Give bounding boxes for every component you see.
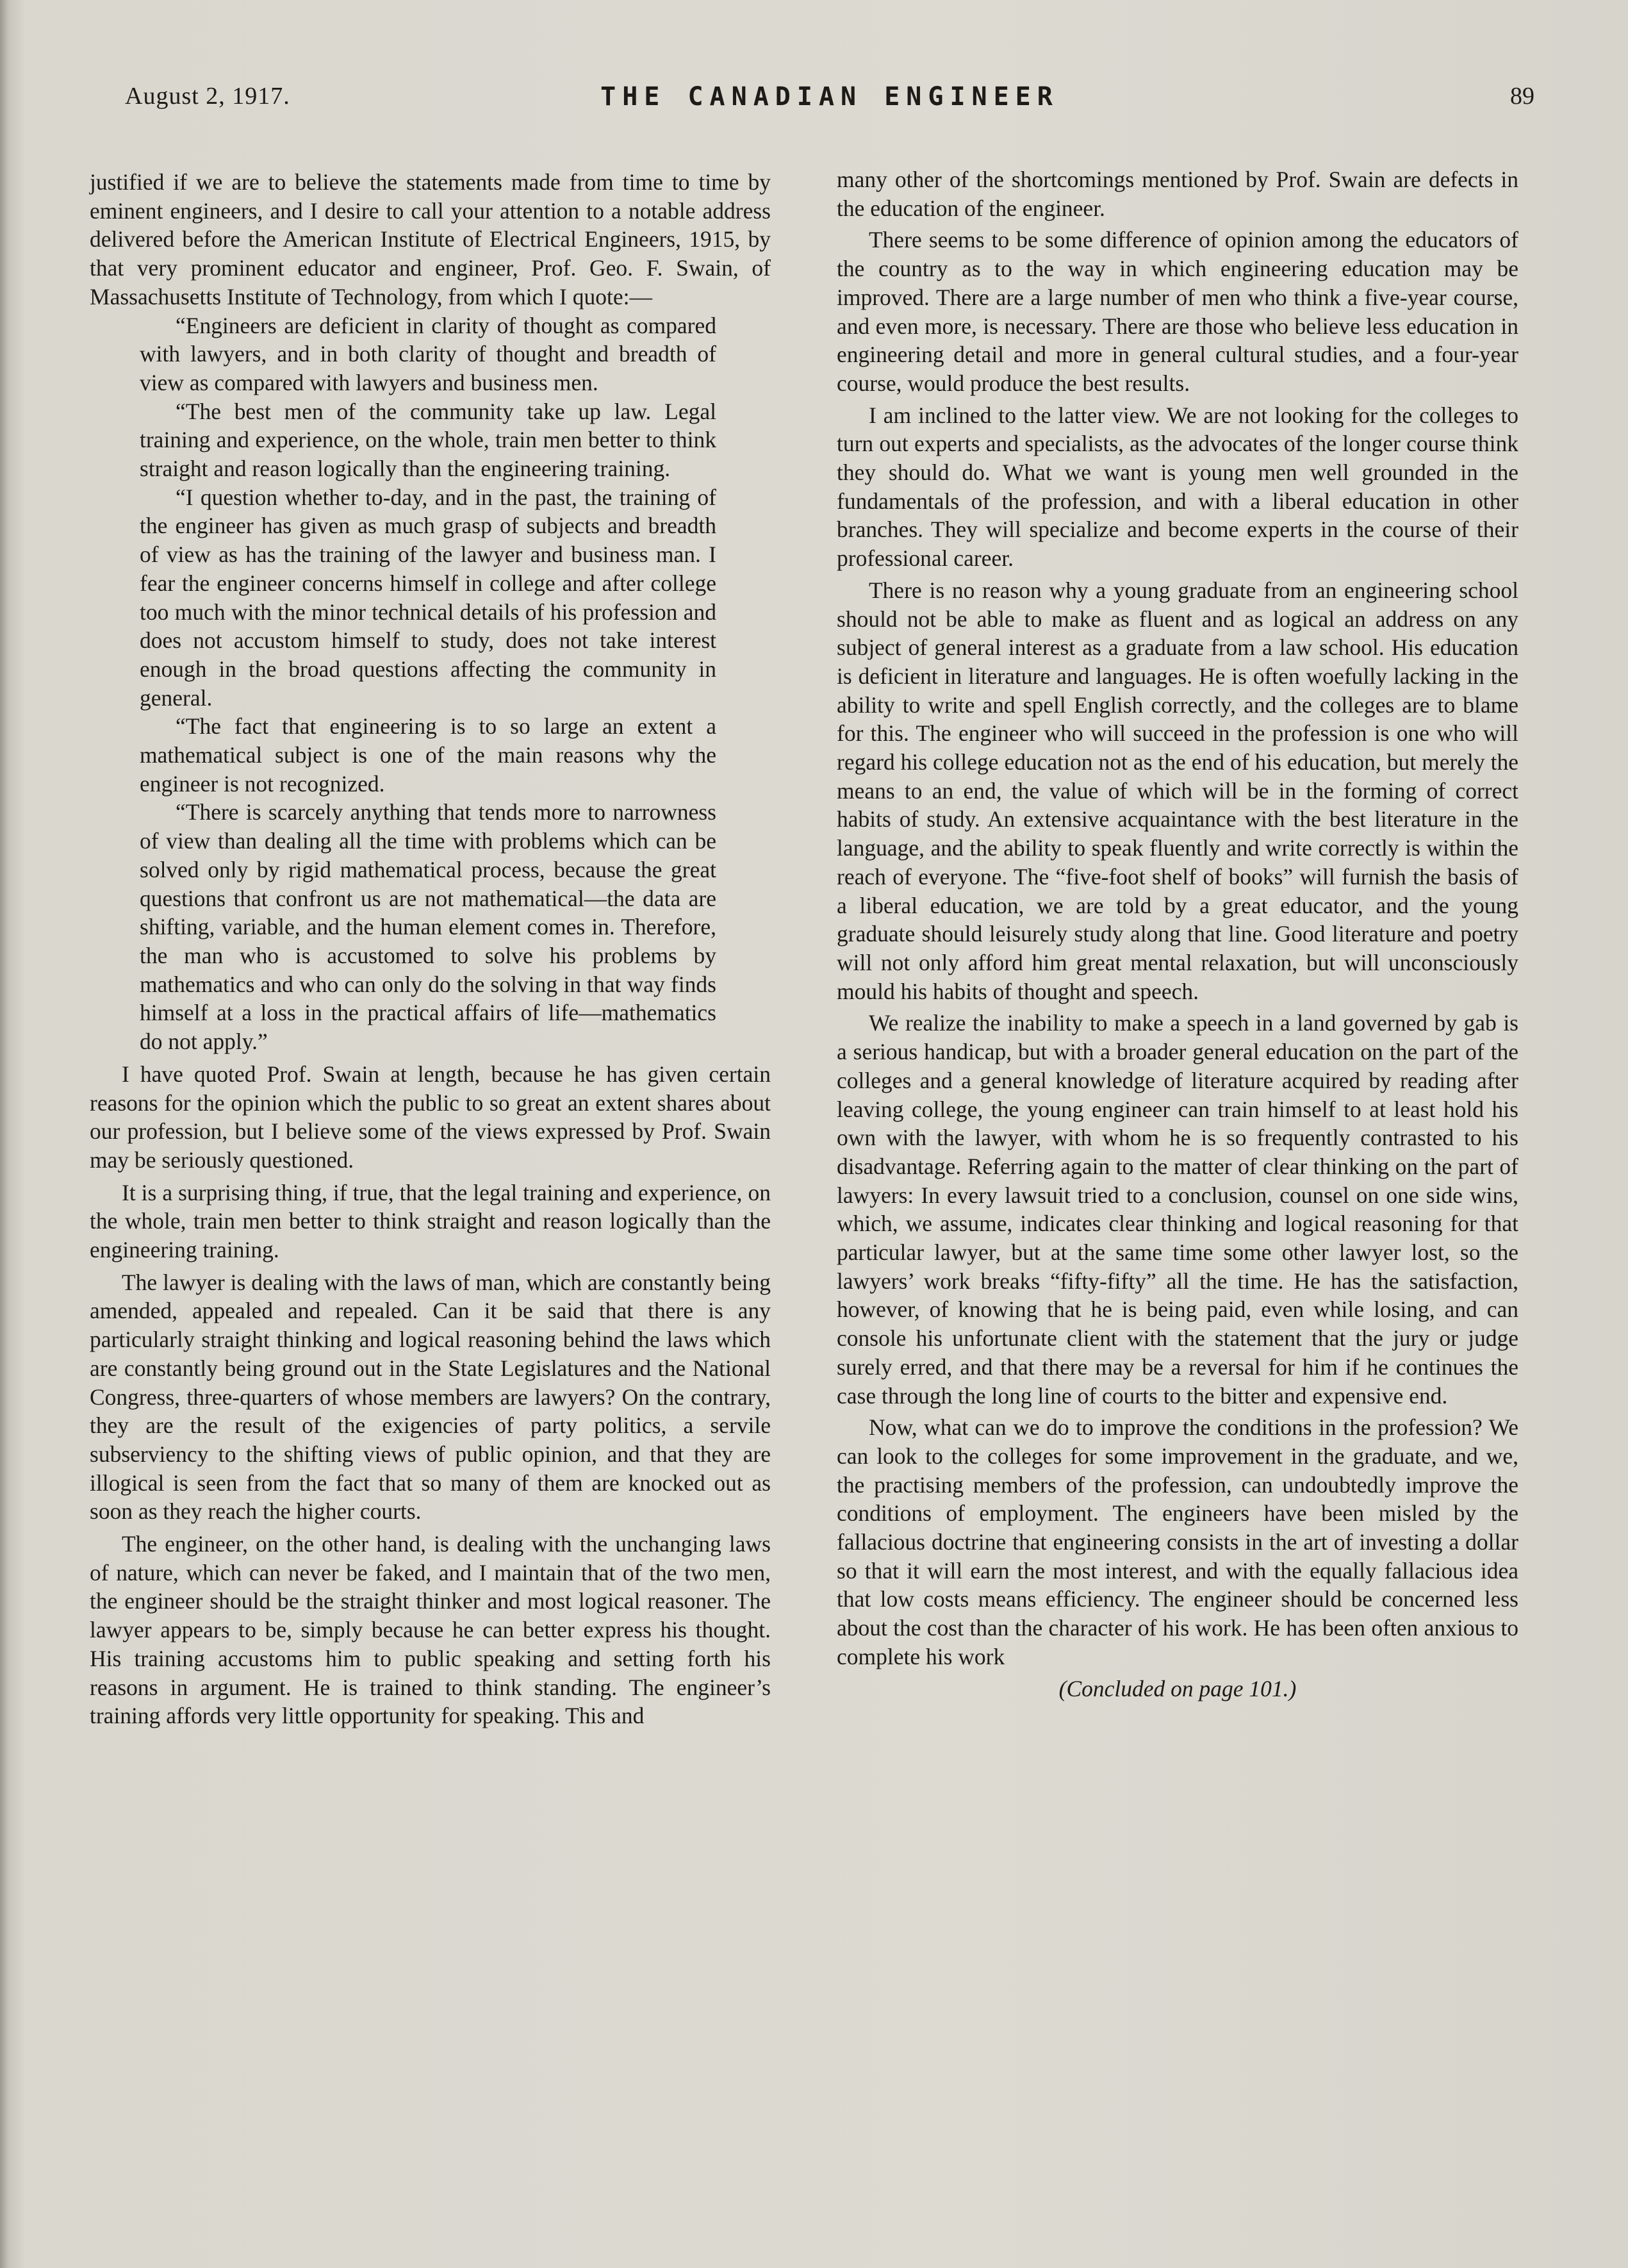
continuation-note: (Concluded on page 101.): [1058, 1675, 1297, 1701]
quote-paragraph: “Engineers are deficient in clarity of thought as compared with lawyers, and in both clarity of thought and breadth of view as compared with lawyers and business men.: [140, 312, 716, 395]
paragraph: There seems to be some difference of opinion among the educators of the country as to the way in which engineering education may be improved. There are a large number of men who think a five-year course, and even more, is necessary. There are those who believe less education in engineering detail and more in general cultural studies, and a four-year course, would produce the best results.: [837, 227, 1518, 396]
left-column: [90, 168, 771, 1730]
paragraph: We realize the inability to make a speech in a land governed by gab is a serious handicap, but with a broader general education on the part of the colleges and a general knowledge of literature acquired by reading after leaving college, the young engineer can train himself to at least hold his own with the lawyer, with whom he is so frequently contrasted to his disadvantage. Referring again to the matter of clear thinking on the part of lawyers: In every lawsuit tried to a conclusion, counsel on one side wins, which, we assume, indicates clear thinking and logical reasoning for that particular lawyer, but at the same time some other lawyer lost, so the lawyers’ work breaks “fifty-fifty” all the time. He has the satisfaction, however, of knowing that he is being paid, even while losing, and can console his unfortunate client with the statement that the jury or judge surely erred, and that there may be a reversal for him if he continues the case through the long line of courts to the bitter and expensive end.: [837, 1010, 1518, 1409]
quote-paragraph: “The fact that engineering is to so large an extent a mathematical subject is one of the main reasons why the engineer is not recognized.: [140, 713, 716, 797]
issue-date: August 2, 1917.: [125, 83, 290, 110]
paragraph: justified if we are to believe the statements made from time to time by eminent engineers, and I desire to call your attention to a notable address delivered before the American Institute of Electrical Engineers, 1915, by that very prominent educator and engineer, Prof. Geo. F. Swain, of Massachusetts Institute of Technology, from which I quote:—: [90, 169, 771, 310]
paragraph: The engineer, on the other hand, is dealing with the unchanging laws of nature, which can never be faked, and I maintain that of the two men, the engineer should be the straight thinker and most logical reasoner. The lawyer appears to be, simply because he can better express his thought. His training accustoms him to public speaking and setting forth his reasons in argument. He is trained to think standing. The engineer’s training affords very little opportunity for speaking. This and: [90, 1531, 771, 1729]
paragraph: There is no reason why a young graduate from an engineering school should not be able to make as fluent and as logical an address on any subject of general interest as a graduate from a law school. His education is deficient in literature and languages. He is often woefully lacking in the ability to write and spell English correctly, and the colleges are to blame for this. The engineer who will succeed in the profession is one who will regard his college education not as the end of his education, but merely the means to an end, the value of which will be in the forming of correct habits of study. An extensive acquaintance with the best literature in the language, and the ability to speak fluently and write correctly is within the reach of everyone. The “five-foot shelf of books” will furnish the basis of a liberal education, we are told by a great educator, and the young graduate should leisurely study along that line. Good literature and poetry will not only afford him great mental relaxation, but will unconsciously mould his habits of thought and speech.: [837, 577, 1518, 1004]
paragraph: I have quoted Prof. Swain at length, because he has given certain reasons for the opinion which the public to so great an extent shares about our profession, but I believe some of the views expressed by Prof. Swain may be seriously questioned.: [90, 1061, 771, 1173]
page-header: [125, 82, 1534, 120]
paragraph: many other of the shortcomings mentioned by Prof. Swain are defects in the education of the engineer.: [837, 167, 1518, 221]
paragraph: I am inclined to the latter view. We are not looking for the colleges to turn out experts and specialists, as the advocates of the longer course think they should do. What we want is young men well grounded in the fundamentals of the profession, and with a liberal education in other branches. They will specialize and become experts in the course of their professional career.: [837, 402, 1518, 572]
quote-paragraph: “I question whether to-day, and in the past, the training of the engineer has given as much grasp of subjects and breadth of view as has the training of the lawyer and business man. I fear the engineer concerns himself in college and after college too much with the minor technical details of his profession and does not accustom himself to study, does not take interest enough in the broad questions affecting the community in general.: [140, 484, 716, 711]
journal-title: THE CANADIAN ENGINEER: [600, 82, 1059, 112]
paragraph: Now, what can we do to improve the conditions in the profession? We can look to the colleges for some improvement in the graduate, and we, the practising members of the profession, can undoubtedly improve the conditions of employment. The engineers have been misled by the fallacious doctrine that engineering consists in the art of investing a dollar so that it will earn the most interest, and with the equally fallacious idea that low costs means efficiency. The engineer should be concerned less about the cost than the character of his work. He has been often anxious to complete his work: [837, 1414, 1518, 1669]
page-number: 89: [1510, 83, 1534, 110]
quote-paragraph: “There is scarcely anything that tends more to narrowness of view than dealing all the time with problems which can be solved only by rigid mathematical process, because the great questions that confront us are not mathematical—the data are shifting, variable, and the human element comes in. Therefore, the man who is accustomed to solve his problems by mathematics and who can only do the solving in that way finds himself at a loss in the practical affairs of life—mathematics do not apply.”: [140, 799, 716, 1055]
quote-paragraph: “The best men of the community take up law. Legal training and experience, on the whole, train men better to think straight and reason logically than the engineering training.: [140, 398, 716, 482]
paragraph: The lawyer is dealing with the laws of man, which are constantly being amended, appealed and repealed. Can it be said that there is any particularly straight thinking and logical reasoning behind the laws which are constantly being ground out in the State Legislatures and the National Congress, three-quarters of whose members are lawyers? On the contrary, they are the result of the exigencies of party politics, a servile subserviency to the shifting views of public opinion, and that they are illogical is seen from the fact that so many of them are knocked out as soon as they reach the higher courts.: [90, 1269, 771, 1525]
right-column: [837, 165, 1518, 1706]
paragraph: It is a surprising thing, if true, that the legal training and experience, on the whole, train men better to think straight and reason logically than the engineering training.: [90, 1179, 771, 1263]
